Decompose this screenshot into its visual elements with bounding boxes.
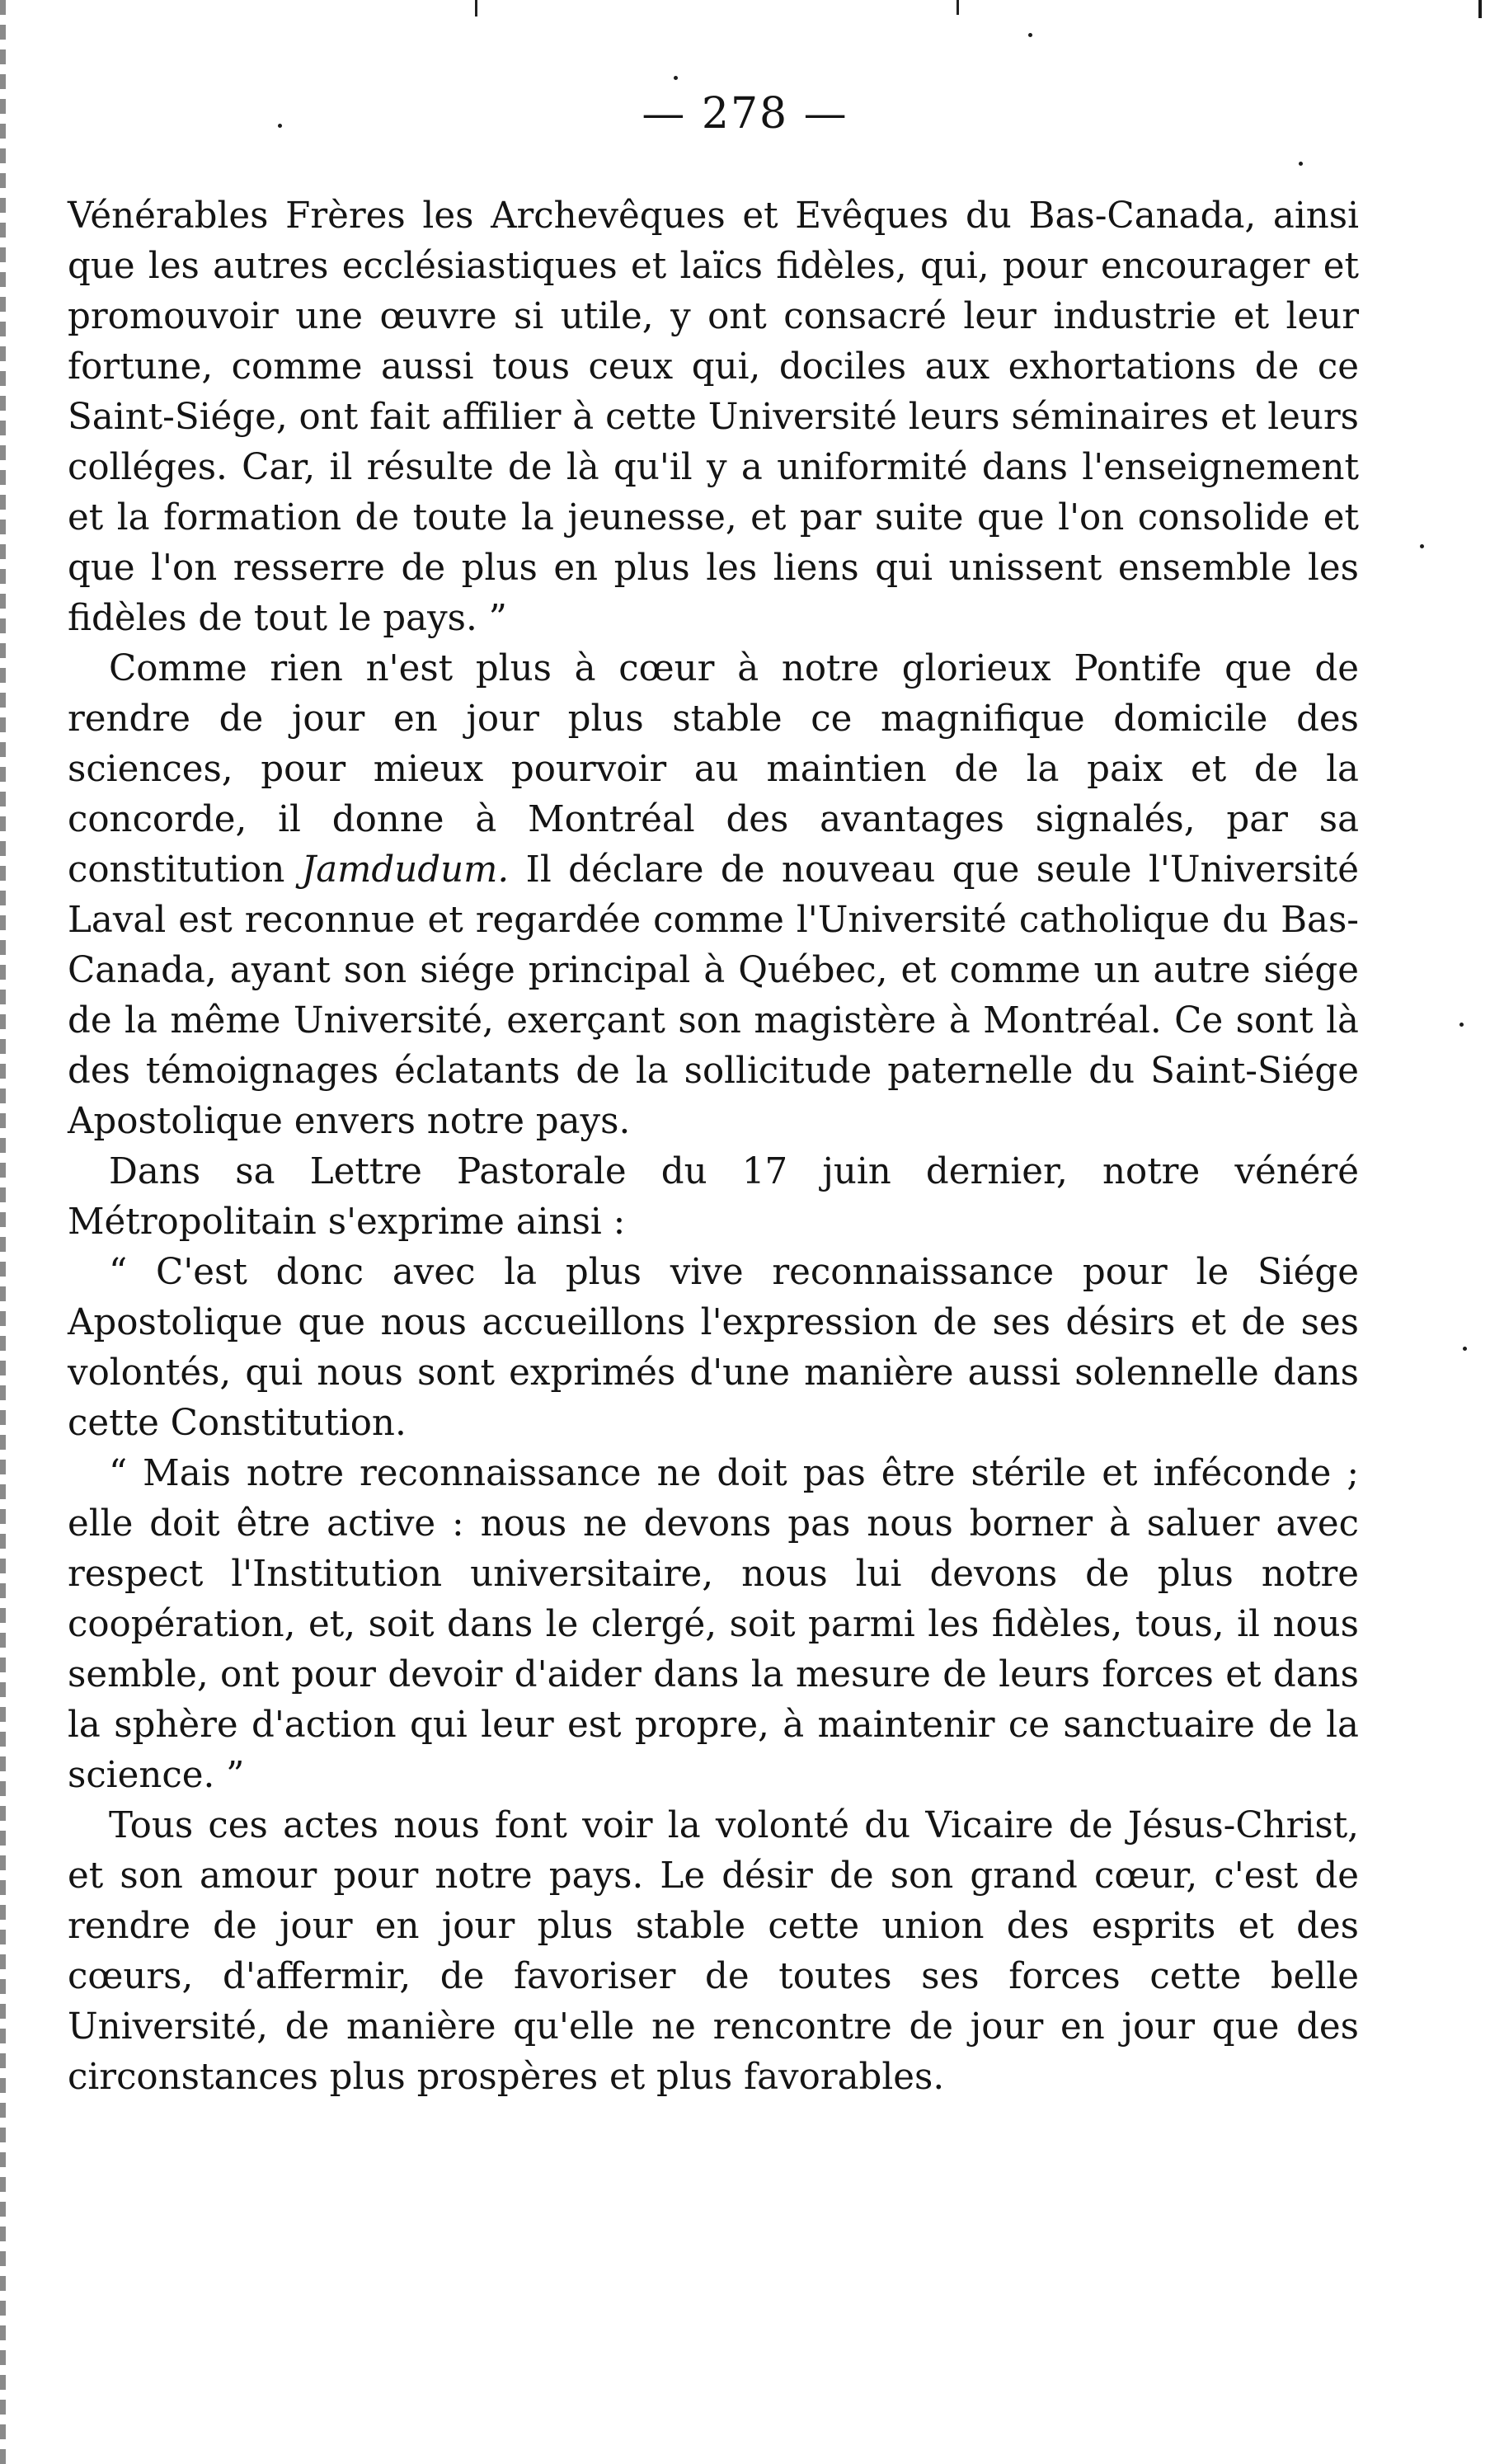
body-text [68,191,1359,2103]
scan-mark [1478,0,1482,18]
scan-speck [674,76,678,80]
page-number: — 278 — [642,89,848,139]
scan-speck [1299,162,1303,166]
paragraph [68,644,1359,1147]
quoted-paragraph: “ C'est donc avec la plus vive reconnaissance pour le Siége Apostolique que nous accueillons l'expression de ses désirs et de ses volontés, qui nous sont exprimés d'une manière aussi solennelle dans cette Constitution. [68,1252,1359,1444]
scan-speck [1459,1023,1464,1027]
paragraph: Dans sa Lettre Pastorale du 17 juin dernier, notre vénéré Métropolitain s'exprime ainsi : [68,1151,1359,1243]
scan-speck [1463,1347,1467,1351]
scan-mark [475,0,477,16]
quoted-paragraph: “ Mais notre reconnaissance ne doit pas être stérile et inféconde ; elle doit être active : nous ne devons pas nous borner à saluer avec respect l'Institution universitaire, nous lui devons de plus notre coopération, et, soit dans le clergé, soit parmi les fidèles, tous, il nous semble, ont pour devoir d'aider dans la mesure de leurs forces et dans la sphère d'action qui leur est propre, à maintenir ce sanctuaire de la science. ” [68,1453,1359,1796]
paragraph: Tous ces actes nous font voir la volonté du Vicaire de Jésus-Christ, et son amour pour notre pays. Le désir de son grand cœur, c'est de rendre de jour en jour plus stable cette union des esprits et des cœurs, d'affermir, de favoriser de toutes ses forces cette belle Université, de manière qu'elle ne rencontre de jour en jour que des circonstances plus prospères et plus favorables. [68,1805,1359,2098]
italic-title: Jamdudum. [301,849,510,891]
paragraph: Vénérables Frères les Archevêques et Evêques du Bas-Canada, ainsi que les autres ecclésiastiques et laïcs fidèles, qui, pour encourager et promouvoir une œuvre si utile, y ont consacré leur industrie et leur fortune, comme aussi tous ceux qui, dociles aux exhortations de ce Saint-Siége, ont fait affilier à cette Université leurs séminaires et leurs colléges. Car, il résulte de là qu'il y a uniformité dans l'enseignement et la formation de toute la jeunesse, et par suite que l'on consolide et que l'on resserre de plus en plus les liens qui unissent ensemble les fidèles de tout le pays. ” [68,195,1359,639]
scan-speck [1420,544,1424,548]
scan-speck [1028,33,1032,37]
scan-edge-artifact [0,0,6,2464]
paragraph-text: Comme rien n'est plus à cœur à notre glorieux Pontife que de rendre de jour en jour plus stable ce magnifique domicile des sciences, pour mieux pourvoir au maintien de la paix et de la concorde, il donne à Montréal des avantages signalés, par sa constitution [68,648,1359,891]
paragraph-text: Il déclare de nouveau que seule l'Université Laval est reconnue et regardée comme l'Université catholique du Bas-Canada, ayant son siége principal à Québec, et comme un autre siége de la même Université, exerçant son magistère à Montréal. Ce sont là des témoignages éclatants de la sollicitude paternelle du Saint-Siége Apostolique envers notre pays. [68,849,1359,1142]
scan-mark [957,0,959,15]
